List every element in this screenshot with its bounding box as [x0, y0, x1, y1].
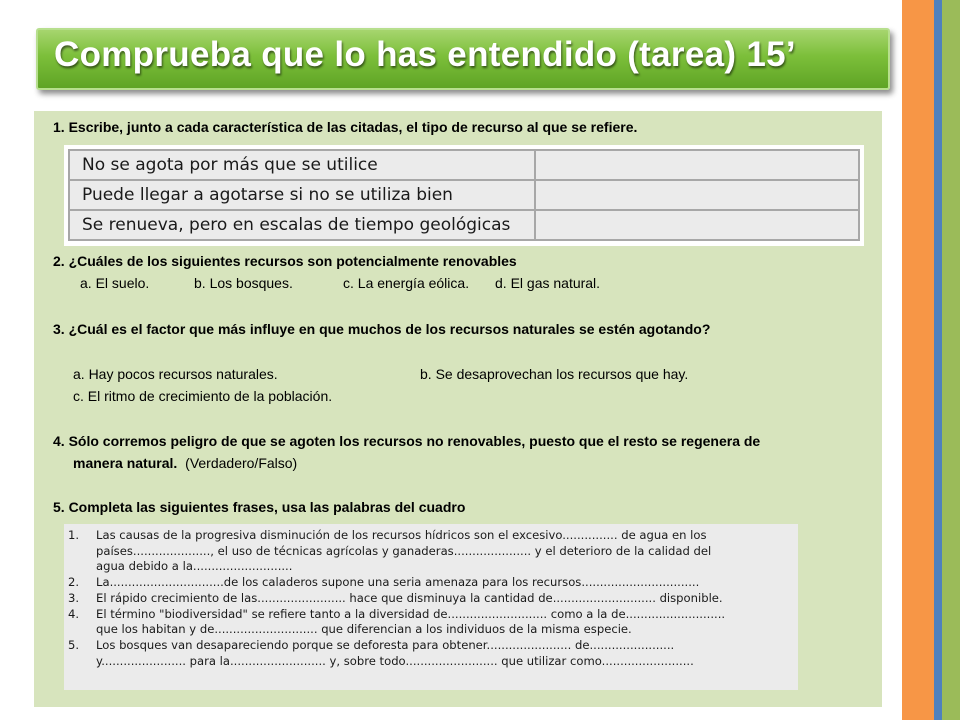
sentence-line: El rápido crecimiento de las........................ hace que disminuya la cantidad de............................ disponible. — [96, 590, 723, 605]
sentence-line: que los habitan y de............................ que diferencian a los individuos de la misma especie. — [96, 622, 632, 637]
sentence-line: agua debido a la........................... — [96, 559, 293, 574]
table-cell-label: No se agota por más que se utilice — [69, 150, 535, 180]
page-title: Comprueba que lo has entendido (tarea) 15’ — [54, 35, 796, 74]
q2-option-a: a. El suelo. — [80, 275, 150, 291]
sentence-line: Los bosques van desapareciendo porque se deforesta para obtener....................... de....................... — [96, 637, 675, 652]
sentence-line: países....................., el uso de técnicas agrícolas y ganaderas..................... y el deterioro de la calidad del — [96, 543, 712, 558]
sentences-box — [64, 524, 798, 690]
sentence-line: El término "biodiversidad" se refiere tanto a la diversidad de........................... como a la de........................... — [96, 606, 726, 621]
sentence-number: 1. — [68, 528, 80, 542]
sentence-item — [68, 528, 794, 575]
table-row — [69, 210, 859, 240]
decor-stripe-green — [942, 0, 960, 720]
question-4-suffix: (Verdadero/Falso) — [185, 455, 298, 471]
question-4-line2: manera natural. — [73, 455, 178, 471]
sentence-number: 5. — [68, 637, 80, 652]
title-banner — [36, 28, 890, 90]
table-row — [69, 180, 859, 210]
decor-stripe-orange — [902, 0, 934, 720]
question-2: 2. ¿Cuáles de los siguientes recursos son potencialmente renovables — [53, 253, 517, 269]
q3-option-a: a. Hay pocos recursos naturales. — [73, 366, 278, 382]
table-cell-label: Puede llegar a agotarse si no se utiliza bien — [69, 180, 535, 210]
q3-option-c: c. El ritmo de crecimiento de la población. — [73, 388, 333, 404]
sentence-line: y....................... para la.......................... y, sobre todo......................... que utilizar como......................... — [96, 653, 694, 668]
question-4: 4. Sólo corremos peligro de que se agoten los recursos no renovables, puesto que el resto se regenera de — [53, 433, 761, 449]
sentence-item — [68, 591, 794, 607]
table-cell-label: Se renueva, pero en escalas de tiempo geológicas — [69, 210, 535, 240]
q3-option-b: b. Se desaprovechan los recursos que hay. — [420, 366, 689, 382]
sentence-item — [68, 607, 794, 638]
resource-table — [64, 145, 864, 246]
table-cell-answer[interactable] — [535, 210, 859, 240]
question-1: 1. Escribe, junto a cada característica de las citadas, el tipo de recurso al que se refiere. — [53, 119, 638, 135]
sentence-line: Las causas de la progresiva disminución de los recursos hídricos son el excesivo............... de agua en los — [96, 528, 707, 542]
sentence-number: 4. — [68, 606, 80, 621]
table-cell-answer[interactable] — [535, 150, 859, 180]
sentence-line: La...............................de los caladeros supone una seria amenaza para los recursos................................ — [96, 575, 700, 590]
q2-option-d: d. El gas natural. — [495, 275, 601, 291]
question-3: 3. ¿Cuál es el factor que más influye en que muchos de los recursos naturales se estén agotando? — [53, 321, 711, 337]
sentence-number: 2. — [68, 575, 80, 590]
q2-option-c: c. La energía eólica. — [343, 275, 470, 291]
sentence-item — [68, 575, 794, 591]
sentence-item — [68, 638, 794, 669]
table-row — [69, 150, 859, 180]
question-5: 5. Completa las siguientes frases, usa las palabras del cuadro — [53, 499, 466, 515]
q2-option-b: b. Los bosques. — [194, 275, 293, 291]
decor-stripe-blue — [934, 0, 942, 720]
question-4-cont — [73, 455, 297, 471]
table-cell-answer[interactable] — [535, 180, 859, 210]
sentence-number: 3. — [68, 590, 80, 605]
